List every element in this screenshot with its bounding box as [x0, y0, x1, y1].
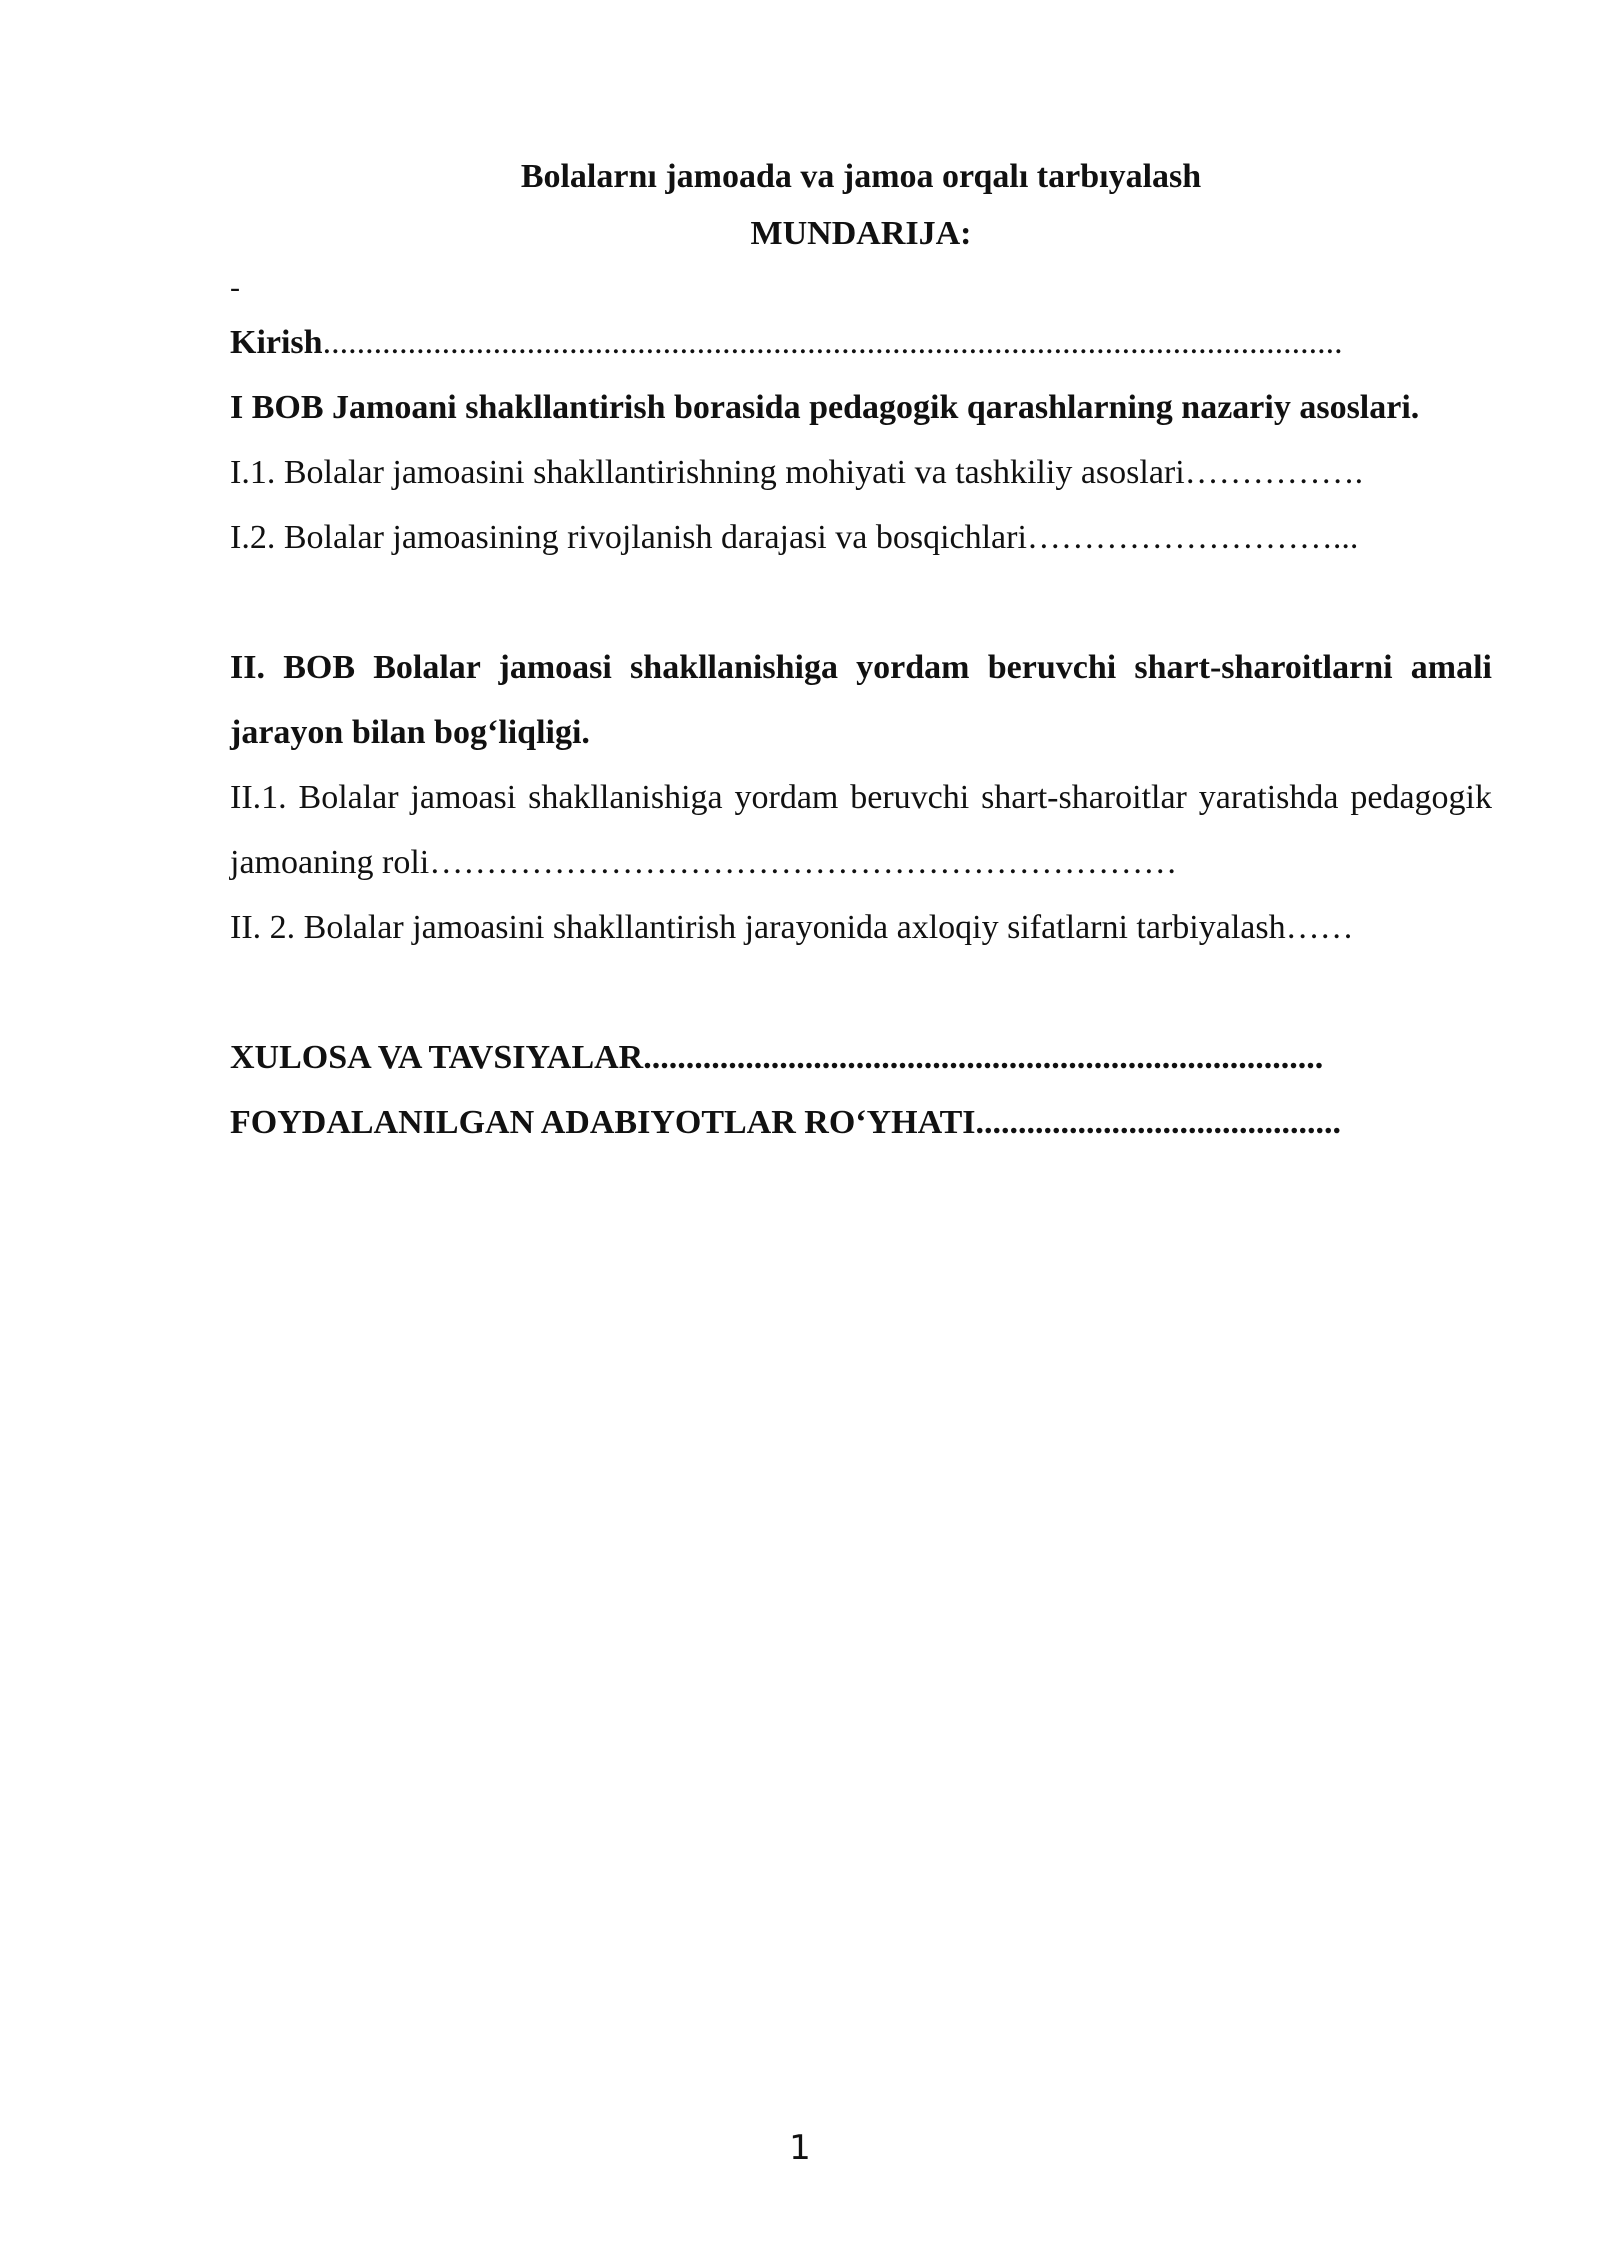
toc-entry-kirish — [230, 310, 1492, 375]
toc-conclusions: XULOSA VA TAVSIYALAR................................................................................ — [230, 1039, 1324, 1076]
toc-section-2-2: II. 2. Bolalar jamoasini shakllantirish jarayonida axloqiy sifatlarni tarbiyalash…… — [230, 909, 1354, 946]
toc-heading: MUNDARIJA: — [750, 215, 972, 252]
spacer — [230, 960, 1492, 1025]
toc-section-2-1: II.1. Bolalar jamoasi shakllanishiga yordam beruvchi shart-sharoitlar yaratishda pedagogik jamoaning roli………………………………………………………… — [230, 779, 1492, 881]
toc-entry-kirish-leader: ........................................................................................................................ — [322, 324, 1343, 361]
toc-section-1-2: I.2. Bolalar jamoasining rivojlanish darajasi va bosqichlari………………………... — [230, 519, 1359, 556]
toc-section-1-1: I.1. Bolalar jamoasini shakllantirishning mohiyati va tashkiliy asoslari……………. — [230, 454, 1364, 491]
dash-marker: - — [230, 271, 240, 304]
toc-entry-kirish-label: Kirish — [230, 324, 323, 361]
toc-chapter-2: II. BOB Bolalar jamoasi shakllanishiga yordam beruvchi shart-sharoitlarni amali jarayon bilan bog‘liqligi. — [230, 649, 1492, 751]
toc-chapter-1: I BOB Jamoani shakllantirish borasida pedagogik qarashlarning nazariy asoslari. — [230, 389, 1420, 426]
document-title: Bolalarnı jamoada va jamoa orqalı tarbıyalash — [520, 158, 1202, 195]
toc-references: FOYDALANILGAN ADABIYOTLAR RO‘YHATI........................................... — [230, 1104, 1342, 1141]
page-number: 1 — [789, 2128, 811, 2168]
spacer — [230, 570, 1492, 635]
document-content — [230, 148, 1492, 1155]
